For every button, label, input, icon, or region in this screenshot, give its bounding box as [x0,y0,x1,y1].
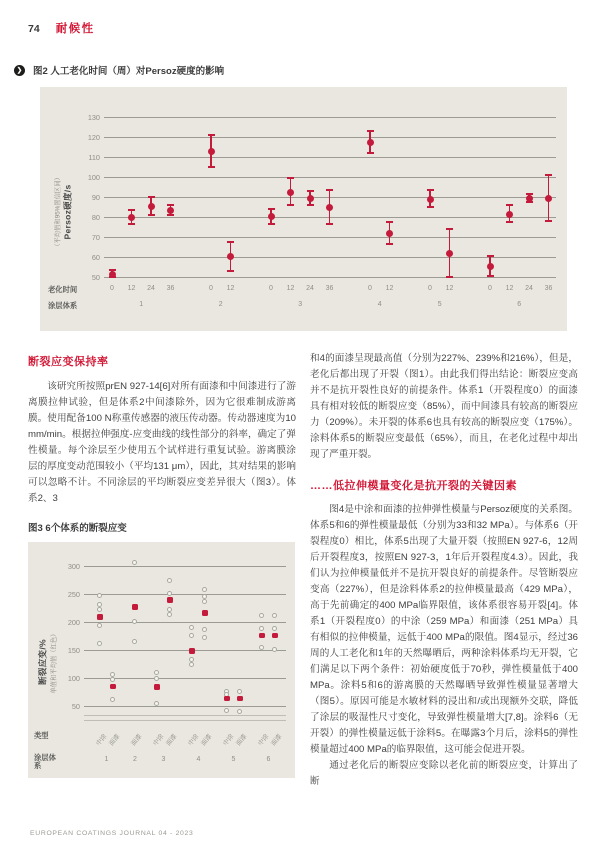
data-point [545,195,552,202]
error-cap-bottom [268,223,275,225]
gridline [104,237,556,238]
single-value-point [110,672,115,677]
text-columns [28,351,578,790]
y-tick-label: 80 [91,213,100,222]
gridline [84,622,286,623]
aging-time-tick: 0 [110,285,114,292]
single-value-point [97,641,102,646]
error-cap-bottom [148,214,155,216]
single-value-point [189,625,194,630]
y-tick-label: 50 [91,273,100,282]
single-value-point [167,578,172,583]
single-value-point [154,670,159,675]
single-value-point [237,709,242,714]
fig2-ylabel-sub: （平均值和95%置信区间） [54,174,62,250]
aging-time-tick: 36 [325,285,334,292]
error-cap-top [506,204,513,206]
left-heading: 断裂应变保持率 [28,356,109,368]
aging-time-tick: 36 [544,285,553,292]
mean-value-point [202,610,208,616]
y-tick-label: 50 [71,702,80,711]
aging-time-tick: 0 [368,285,372,292]
fig2-panel [40,87,567,331]
mean-value-point [237,696,243,702]
error-cap-bottom [227,270,234,272]
coating-type-label: 面漆 [108,733,122,748]
y-tick-label: 120 [87,133,100,142]
fig3-ylabel-main: 断裂应变/% [37,639,48,685]
system-number: 3 [161,756,166,763]
data-point [367,139,374,146]
single-value-point [167,591,172,596]
single-value-point [272,647,277,652]
error-cap-top [307,190,314,192]
coating-type-label: 中涂 [257,733,271,748]
mean-value-point [259,633,265,639]
data-point [227,253,234,260]
journal-footer: EUROPEAN COATINGS JOURNAL 04 - 2023 [30,830,194,837]
left-column [28,351,296,790]
y-tick-label: 150 [67,646,80,655]
fig2-ylabel-main: Persoz硬度/s [62,184,73,240]
aging-time-tick: 12 [445,285,454,292]
system-number: 4 [196,756,201,763]
single-value-point [132,619,137,624]
aging-time-tick: 0 [428,285,432,292]
aging-time-tick: 12 [385,285,394,292]
right-heading: ……低拉伸模量变化是抗开裂的关键因素 [310,480,517,492]
system-number: 5 [231,756,236,763]
fig2-caption-text: 图2 人工老化时间（周）对Persoz硬度的影响 [33,66,225,77]
mean-value-point [154,684,160,690]
error-cap-bottom [386,243,393,245]
data-point [506,211,513,218]
y-tick-label: 60 [91,253,100,262]
single-value-point [189,662,194,667]
single-value-point [259,626,264,631]
system-number: 2 [218,301,223,308]
y-tick-label: 200 [67,618,80,627]
right-paragraph-1: 和4的面漆呈现最高值（分别为227%、239%和216%），但是，老化后都出现了开裂（图1）。由此我们得出结论：断裂应变高并不是抗开裂性良好的前提条件。体系1（开裂程度0）的面漆具有相对较低的断裂应变（85%），而中间漆具有较高的断裂应力（209%）。未开裂的体系6也具有较高的断裂应变（175%）。涂料体系5的断裂应变最低（65%），而且，在老化过程中却出现了严重开裂。 [310,353,578,460]
mean-value-point [97,614,103,620]
single-value-point [202,587,207,592]
section-title: 耐候性 [55,23,95,35]
baseline [84,715,286,716]
error-cap-bottom [545,220,552,222]
gridline [104,117,556,118]
error-cap-bottom [487,275,494,277]
data-point [287,189,294,196]
data-point [109,271,116,278]
error-cap-bottom [326,223,333,225]
page-header [0,0,600,36]
error-cap-top [326,189,333,191]
y-tick-label: 130 [87,113,100,122]
error-cap-top [268,208,275,210]
single-value-point [272,626,277,631]
coating-type-label: 中涂 [187,733,201,748]
system-number: 4 [377,301,382,308]
y-tick-label: 300 [67,562,80,571]
system-number: 3 [298,301,303,308]
single-value-point [167,612,172,617]
fig3-ylabel-sub: 单值和平均值（红色） [50,630,58,694]
mean-value-point [272,633,278,639]
data-point [487,263,494,270]
system-number: 6 [517,301,522,308]
x-row-label-system: 涂层体系 [34,753,56,770]
aging-time-tick: 24 [147,285,155,292]
aging-time-tick: 0 [269,285,273,292]
coating-type-label: 中涂 [222,733,236,748]
data-point [128,214,135,221]
coating-type-label: 面漆 [235,733,249,748]
y-tick-label: 70 [91,233,100,242]
single-value-point [202,635,207,640]
aging-time-tick: 0 [488,285,492,292]
single-value-point [272,613,277,618]
error-cap-top [167,204,174,206]
y-tick-label: 90 [91,193,100,202]
error-cap-bottom [307,204,314,206]
aging-time-tick: 0 [209,285,213,292]
gridline [84,566,286,567]
coating-type-label: 面漆 [130,733,144,748]
aging-time-tick: 12 [505,285,514,292]
error-cap-top [545,174,552,176]
mean-value-point [132,604,138,610]
right-paragraph-3: 通过老化后的断裂应变除以老化前的断裂应变，计算出了断 [310,760,578,787]
error-cap-bottom [287,204,294,206]
gridline [104,177,556,178]
error-cap-bottom [506,221,513,223]
single-value-point [110,697,115,702]
data-point [446,250,453,257]
error-cap-top [367,130,374,132]
aging-time-tick: 12 [286,285,295,292]
x-row-label-type: 类型 [34,731,49,740]
single-value-point [259,645,264,650]
error-cap-bottom [208,166,215,168]
error-cap-top [386,221,393,223]
single-value-point [202,627,207,632]
data-point [307,195,314,202]
aging-time-tick: 24 [525,285,533,292]
left-paragraph: 该研究所按照prEN 927-14[6]对所有面漆和中间漆进行了游离膜拉伸试验，但是体系2中间漆除外，因为它很难制成游离膜。使用配备100 N称重传感器的液压传动器。传动器速度为10 mm/min。根据拉伸强度-应变曲线的线性部分的斜率，确定了弹性模量。每个涂层至少使用五个试样进行重复试验。游离膜涂层的厚度变动范围较小（平均131 μm），因此，其对结果的影响可以忽略不计。不同涂层的平均断裂应变差异很大（图3）。体系2、3 [28,381,296,504]
page-number: 74 [28,23,40,35]
error-cap-bottom [128,223,135,225]
y-tick-label: 100 [67,674,80,683]
single-value-point [97,593,102,598]
data-point [208,148,215,155]
system-number: 5 [437,301,442,308]
aging-time-tick: 24 [306,285,314,292]
error-cap-top [427,189,434,191]
single-value-point [259,613,264,618]
mean-value-point [167,597,173,603]
error-cap-bottom [427,206,434,208]
coating-type-label: 面漆 [270,733,284,748]
right-column [310,351,578,790]
gridline [104,137,556,138]
arrow-circle-icon: ❯ [14,65,25,76]
x-row-label-system: 涂层体系 [48,301,78,310]
data-point [427,196,434,203]
system-number: 6 [266,756,271,763]
mean-value-point [110,684,116,690]
gridline [104,277,556,278]
single-value-point [132,560,137,565]
single-value-point [224,708,229,713]
mean-value-point [224,696,230,702]
fig3-panel [28,542,295,778]
single-value-point [132,639,137,644]
error-cap-top [208,134,215,136]
single-value-point [237,689,242,694]
error-cap-top [227,241,234,243]
gridline [84,706,286,707]
x-row-label-time: 老化时间 [48,285,78,294]
data-point [526,195,533,202]
single-value-point [202,599,207,604]
system-number: 1 [139,301,144,308]
coating-type-label: 中涂 [95,733,109,748]
system-number: 2 [133,756,137,763]
error-cap-top [446,228,453,230]
y-tick-label: 110 [88,153,100,162]
error-cap-top [128,209,135,211]
aging-time-tick: 12 [226,285,235,292]
single-value-point [97,623,102,628]
single-value-point [167,607,172,612]
error-cap-bottom [446,276,453,278]
error-cap-top [148,196,155,198]
gridline [84,594,286,595]
system-number: 1 [104,756,109,763]
coating-type-label: 面漆 [165,733,179,748]
fig3-caption: 图3 6个体系的断裂应变 [28,523,127,534]
single-value-point [189,633,194,638]
single-value-point [97,607,102,612]
gridline [84,650,286,651]
aging-time-tick: 12 [127,285,136,292]
data-point [167,207,174,214]
gridline [104,257,556,258]
error-cap-top [487,255,494,257]
error-cap-bottom [367,152,374,154]
error-cap-top [287,177,294,179]
error-cap-bottom [167,214,174,216]
coating-type-label: 面漆 [200,733,214,748]
data-point [326,204,333,211]
single-value-point [154,676,159,681]
y-tick-label: 100 [87,173,100,182]
coating-type-label: 中涂 [152,733,166,748]
single-value-point [97,602,102,607]
mean-value-point [189,648,195,654]
data-point [268,213,275,220]
data-point [386,230,393,237]
data-point [148,203,155,210]
single-value-point [110,677,115,682]
fig2-caption [14,63,600,77]
y-tick-label: 250 [67,590,80,599]
baseline [84,720,286,721]
gridline [104,157,556,158]
single-value-point [154,701,159,706]
aging-time-tick: 36 [166,285,175,292]
right-paragraph-2: 图4是中涂和面漆的拉伸弹性模量与Persoz硬度的关系图。体系5和6的弹性模量最低（分别为33和32 MPa）。与体系6（开裂程度0）相比，体系5出现了大量开裂（按照EN 927-6，12周后开裂程度3，按照EN 927-3，1年后开裂程度4.3）。因此，我们认为拉伸模量低并不是抗开裂良好的前提条件。尽管断裂应变高（227%），但是涂料体系2的拉伸模量最高（429 MPa），高于先前确定的400 MPa临界限值，该体系很容易开裂[4]。体系1（开裂程度0）的中涂（259 MPa）和面漆（251 MPa）具有相似的拉伸模量，远低于400 MPa的限值。图4显示，经过36周的人工老化和1年的天然曝晒后，两种涂料体系均无开裂，它们满足以下两个条件：初始硬度低于70秒，弹性模量低于400 MPa。涂料5和6的游离膜的天然曝晒导致弹性模量显著增大（图5）。原因可能是水敏材料的浸出和/或出现额外交联，降低了涂层的吸湿性尺寸变化，导致弹性模量增大[7,8]。涂料6（无开裂）的弹性模量远低于涂料5。在曝露3个月后，涂料5的弹性模量超过400 MPa的临界限值，这可能会促进开裂。 [310,504,578,755]
